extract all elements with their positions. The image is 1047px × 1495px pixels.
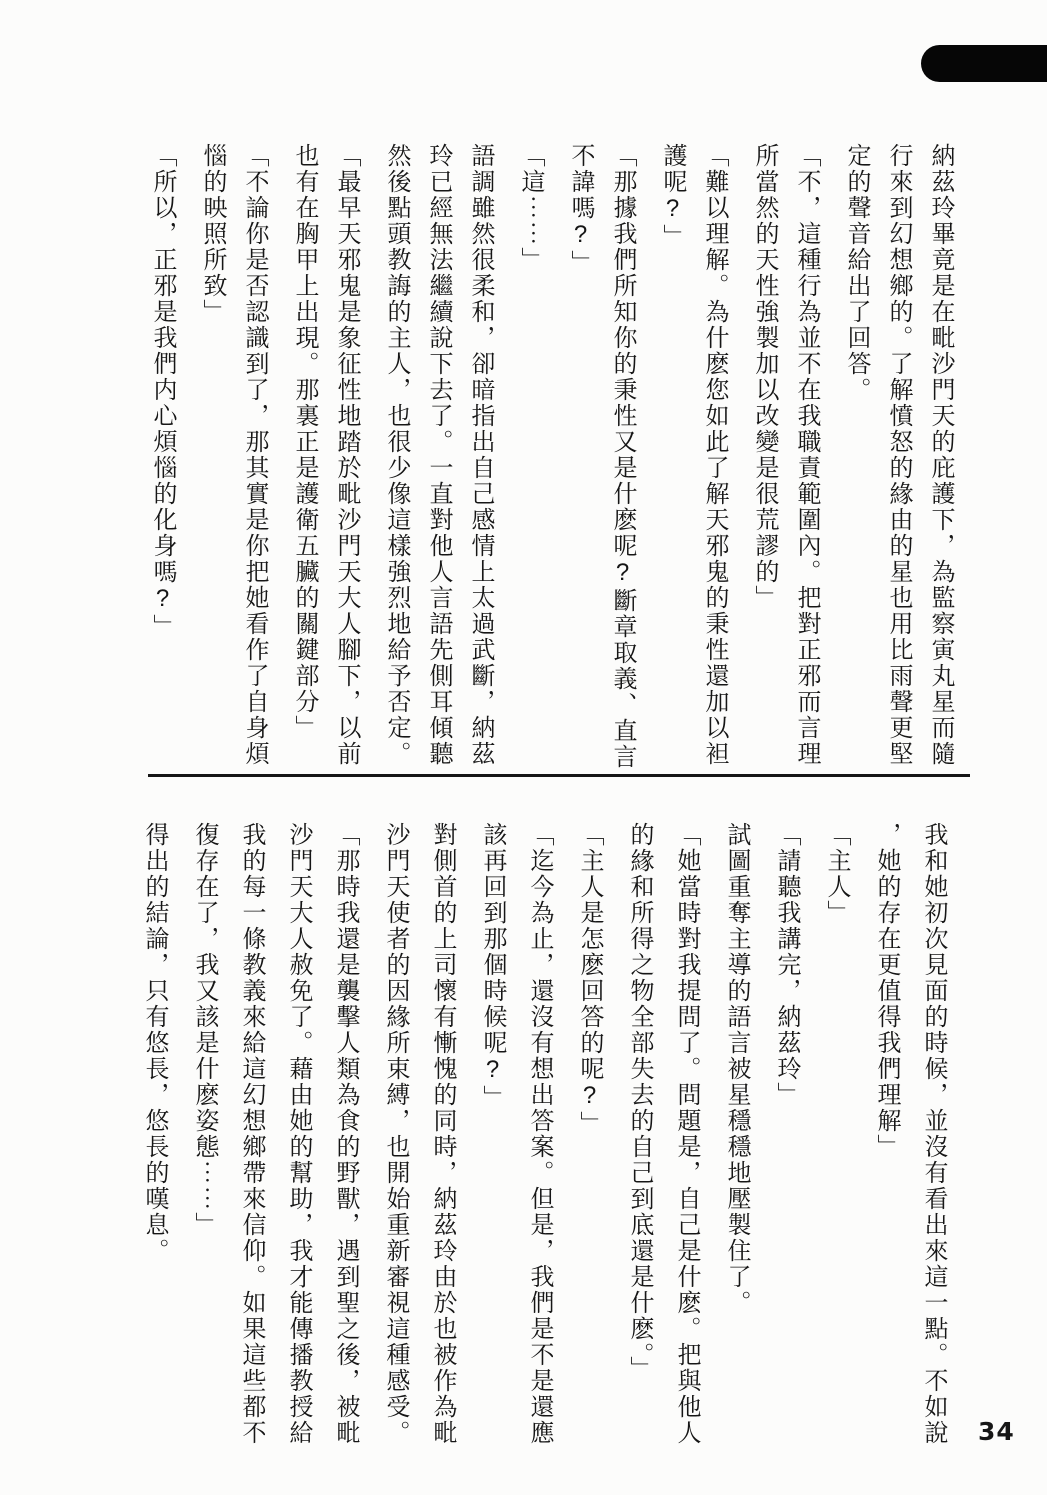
text-column: 也有在胸甲上出現。那裏正是護衛五臟的關鍵部分」 (291, 143, 318, 741)
text-column: 「不，這種行為並不在我職責範圍內。把對正邪而言理 (793, 143, 820, 767)
paragraph (372, 822, 466, 1446)
paragraph (283, 143, 367, 767)
paragraph (469, 822, 563, 1446)
paragraph (616, 822, 710, 1446)
paragraph (763, 822, 810, 1108)
text-column: 沙門天使者的因緣所束縛，也開始重新審視這種感受。 (382, 822, 409, 1446)
text-column: 「迄今為止，還沒有想出答案。但是，我們是不是還應 (526, 822, 553, 1446)
text-column: 「不論你是否認識到了，那其實是你把她看作了自身煩 (241, 143, 268, 767)
text-column: 不諱嗎?」 (567, 143, 594, 276)
text-column: 「主人是怎麽回答的呢?」 (576, 822, 603, 1137)
text-column: 該再回到那個時候呢?」 (479, 822, 506, 1111)
paragraph (651, 143, 735, 767)
paragraph (559, 143, 643, 770)
paragraph (566, 822, 613, 1137)
text-column: 對側首的上司懷有慚愧的同時，納茲玲由於也被作為毗 (429, 822, 456, 1446)
text-column: 「主人」 (823, 822, 850, 926)
text-column: 惱的映照所致」 (199, 143, 226, 325)
text-column: 我的每一條教義來給這幻想鄉帶來信仰。如果這些都不 (238, 822, 265, 1446)
paragraph (713, 822, 760, 1316)
text-column: 「請聽我講完，納茲玲」 (773, 822, 800, 1108)
text-column: 玲已經無法繼續說下去了。一直對他人言語先側耳傾聽 (425, 143, 452, 767)
text-column: 納茲玲畢竟是在毗沙門天的庇護下，為監察寅丸星而隨 (927, 143, 954, 767)
page-number: 34 (978, 1417, 1015, 1446)
paragraph (509, 143, 551, 273)
paragraph (191, 143, 275, 767)
paragraph (835, 143, 961, 767)
text-column: 「這⋯⋯」 (517, 143, 544, 273)
text-column: 試圖重奪主導的語言被星穩穩地壓製住了。 (723, 822, 750, 1316)
bottom-text-block (131, 822, 957, 1446)
text-column: 「所以，正邪是我們内心煩惱的化身嗎?」 (149, 143, 176, 640)
text-column: 復存在了，我又該是什麽姿態⋯⋯」 (191, 822, 218, 1238)
paragraph (743, 143, 827, 767)
paragraph (141, 143, 183, 640)
text-column: 定的聲音給出了回答。 (843, 143, 870, 403)
text-column: 「那據我們所知你的秉性又是什麽呢?斷章取義、直言 (609, 143, 636, 770)
paragraph (863, 822, 957, 1446)
text-column: 「她當時對我提問了。問題是，自己是什麽。把與他人 (673, 822, 700, 1446)
paragraph (813, 822, 860, 926)
section-divider-line (148, 774, 970, 777)
text-column: 然後點頭教誨的主人，也很少像這樣強烈地給予否定。 (383, 143, 410, 767)
paragraph (375, 143, 501, 767)
corner-black-bar (921, 45, 1047, 82)
text-column: 得出的結論，只有悠長，悠長的嘆息。 (141, 822, 168, 1264)
text-column: 我和她初次見面的時候，並沒有看出來這一點。不如說 (920, 822, 947, 1446)
paragraph (181, 822, 369, 1446)
text-column: 護呢?」 (659, 143, 686, 250)
text-column: 所當然的天性強製加以改變是很荒謬的」 (751, 143, 778, 611)
text-column: 的緣和所得之物全部失去的自己到底還是什麽。」 (626, 822, 653, 1382)
text-column: 行來到幻想鄉的。了解憤怒的緣由的星也用比雨聲更堅 (885, 143, 912, 767)
text-column: 「難以理解。為什麽您如此了解天邪鬼的秉性還加以袒 (701, 143, 728, 767)
top-text-block (141, 143, 961, 770)
text-column: 「最早天邪鬼是象征性地踏於毗沙門天大人腳下，以前 (333, 143, 360, 767)
text-column: 沙門天大人赦免了。藉由她的幫助，我才能傳播教授給 (285, 822, 312, 1446)
text-column: ，她的存在更值得我們理解」 (873, 822, 900, 1160)
paragraph (131, 822, 178, 1264)
text-column: 「那時我還是襲擊人類為食的野獸，遇到聖之後，被毗 (332, 822, 359, 1446)
text-column: 語調雖然很柔和，卻暗指出自己感情上太過武斷，納茲 (467, 143, 494, 767)
